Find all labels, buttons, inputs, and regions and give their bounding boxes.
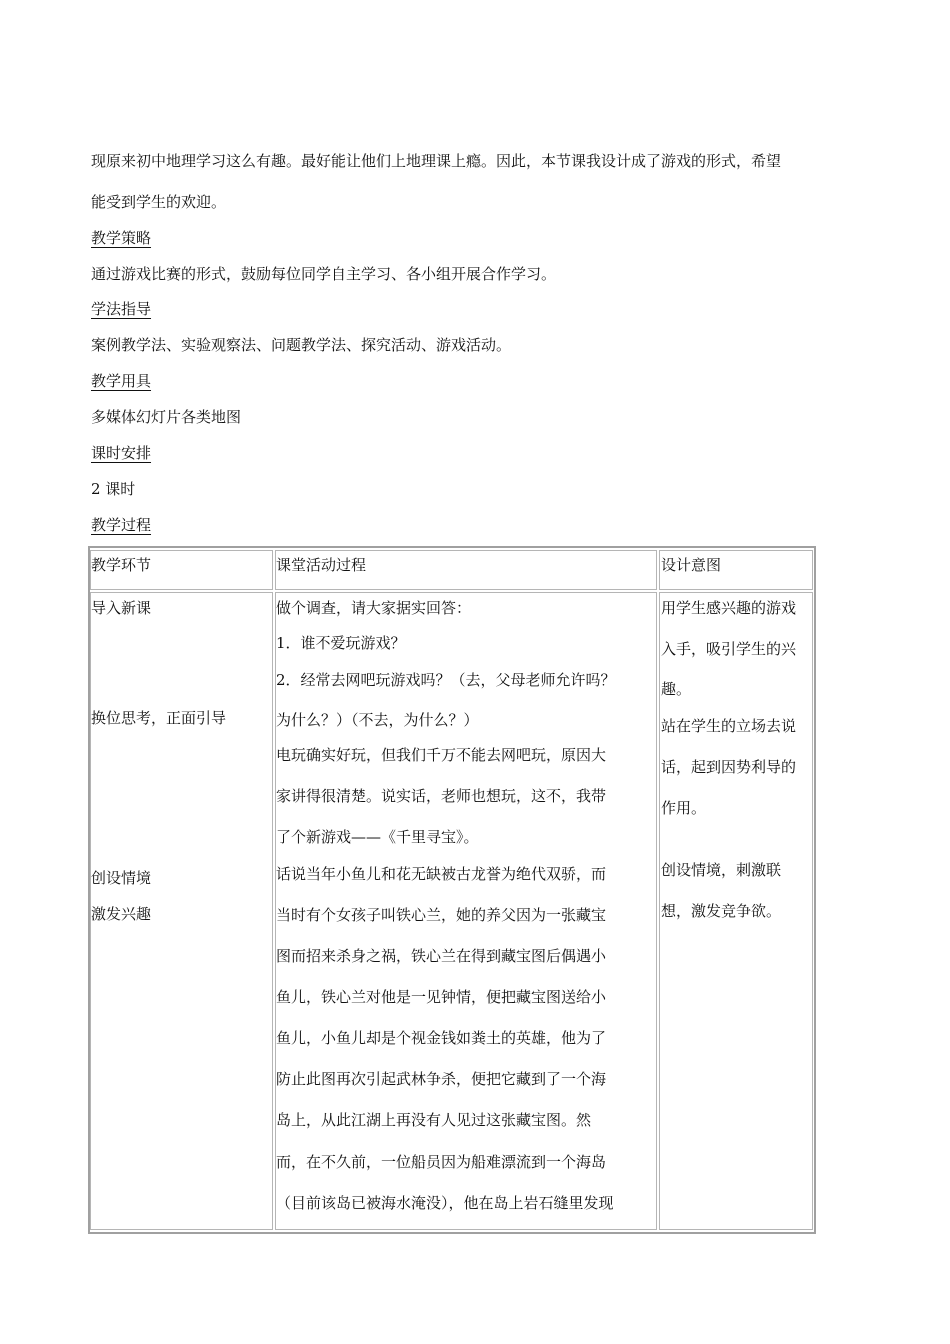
activity-line: 鱼儿，铁心兰对他是一见钟情，便把藏宝图送给小	[276, 988, 607, 1006]
stage-stimulate-interest: 激发兴趣	[91, 905, 152, 923]
activity-line: 做个调查，请大家据实回答：	[276, 599, 472, 617]
activity-line: （目前该岛已被海水淹没），他在岛上岩石缝里发现	[276, 1194, 614, 1212]
intent-line: 话，起到因势利导的	[661, 758, 797, 776]
activity-line: 防止此图再次引起武林争杀，便把它藏到了一个海	[276, 1070, 607, 1088]
activity-line: 而，在不久前，一位船员因为船难漂流到一个海岛	[276, 1153, 607, 1171]
body-teaching-strategy: 通过游戏比赛的形式，鼓励每位同学自主学习、各小组开展合作学习。	[91, 265, 557, 283]
heading-class-hours: 课时安排	[91, 444, 152, 462]
activity-line: 2．经常去网吧玩游戏吗？（去，父母老师允许吗？	[276, 671, 616, 689]
intent-line: 想，激发竞争欲。	[661, 902, 782, 920]
header-intent: 设计意图	[661, 556, 722, 574]
intent-line: 用学生感兴趣的游戏	[661, 599, 797, 617]
heading-teaching-tools: 教学用具	[91, 372, 152, 390]
heading-study-guidance: 学法指导	[91, 300, 152, 318]
activity-line: 1．谁不爱玩游戏？	[276, 634, 406, 652]
activity-line: 电玩确实好玩，但我们千万不能去网吧玩，原因大	[276, 746, 607, 764]
intent-line: 作用。	[661, 799, 707, 817]
header-activity: 课堂活动过程	[276, 556, 367, 574]
activity-line: 图而招来杀身之祸，铁心兰在得到藏宝图后偶遇小	[276, 947, 607, 965]
intro-line-2: 能受到学生的欢迎。	[91, 193, 227, 211]
activity-line: 为什么？）（不去，为什么？）	[276, 711, 479, 729]
activity-line: 家讲得很清楚。说实话，老师也想玩，这不，我带	[276, 787, 607, 805]
activity-line: 岛上，从此江湖上再没有人见过这张藏宝图。然	[276, 1111, 592, 1129]
intent-line: 入手，吸引学生的兴	[661, 640, 797, 658]
stage-intro-new-lesson: 导入新课	[91, 599, 152, 617]
activity-line: 了个新游戏——《千里寻宝》。	[276, 828, 479, 846]
body-study-guidance: 案例教学法、实验观察法、问题教学法、探究活动、游戏活动。	[91, 336, 512, 354]
body-teaching-tools: 多媒体幻灯片各类地图	[91, 408, 242, 426]
stage-create-situation: 创设情境	[91, 869, 152, 887]
header-stage: 教学环节	[91, 556, 152, 574]
intent-line: 站在学生的立场去说	[661, 717, 797, 735]
intent-line: 趣。	[661, 680, 692, 698]
intro-line-1: 现原来初中地理学习这么有趣。最好能让他们上地理课上瘾。因此，本节课我设计成了游戏的形式，希望	[91, 152, 782, 170]
intent-line: 创设情境，刺激联	[661, 861, 782, 879]
activity-line: 当时有个女孩子叫铁心兰，她的养父因为一张藏宝	[276, 906, 607, 924]
activity-line: 话说当年小鱼儿和花无缺被古龙誉为绝代双骄，而	[276, 865, 607, 883]
heading-teaching-strategy: 教学策略	[91, 229, 152, 247]
heading-teaching-process: 教学过程	[91, 516, 152, 534]
body-class-hours: 2 课时	[91, 480, 136, 498]
stage-perspective: 换位思考，正面引导	[91, 709, 227, 727]
activity-line: 鱼儿，小鱼儿却是个视金钱如粪土的英雄，他为了	[276, 1029, 607, 1047]
